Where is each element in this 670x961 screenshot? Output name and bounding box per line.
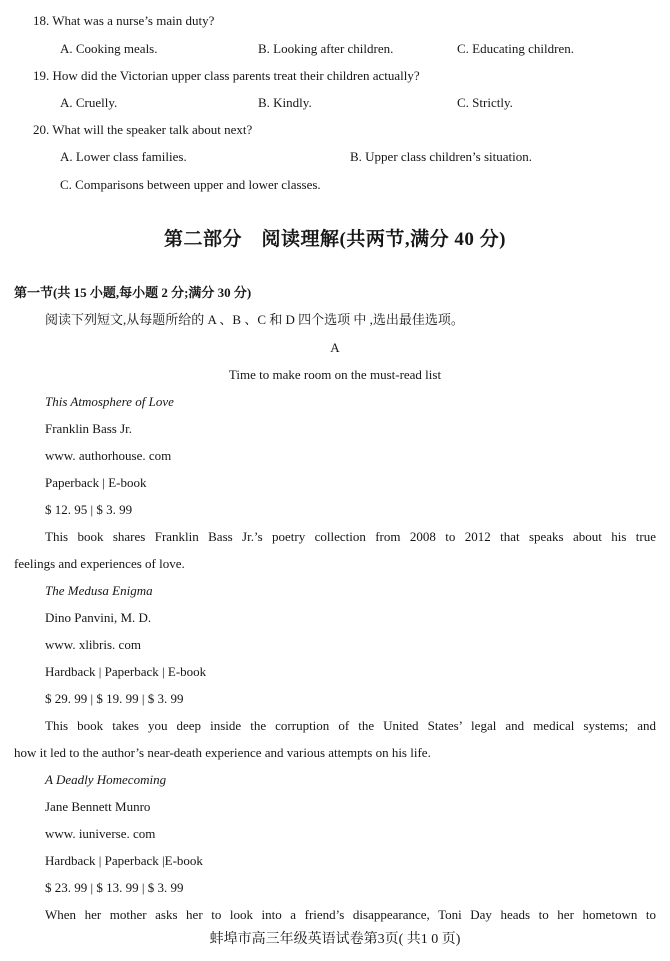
book-3-formats: Hardback | Paperback |E-book (45, 853, 203, 868)
book-3-website: www. iuniverse. com (45, 826, 156, 841)
book-2-prices: $ 29. 99 | $ 19. 99 | $ 3. 99 (45, 691, 184, 706)
question-20-stem: 20. What will the speaker talk about next? (33, 122, 253, 137)
book-2-author: Dino Panvini, M. D. (45, 610, 152, 625)
book-2-description-line1: This book takes you deep inside the corruption of the United States’ legal and medical systems; and (45, 718, 656, 733)
book-1-description-line1: This book shares Franklin Bass Jr.’s poetry collection from 2008 to 2012 that speaks about his true (45, 529, 656, 544)
book-2-website: www. xlibris. com (45, 637, 141, 652)
question-20-option-c: C. Comparisons between upper and lower classes. (60, 177, 321, 192)
question-19-option-a: A. Cruelly. (60, 95, 118, 110)
book-1-title: This Atmosphere of Love (45, 394, 174, 409)
part-title: 第二部分 阅读理解(共两节,满分 40 分) (164, 229, 506, 250)
book-1-formats: Paperback | E-book (45, 475, 147, 490)
question-20-option-b: B. Upper class children’s situation. (350, 149, 532, 164)
passage-title: Time to make room on the must-read list (228, 367, 442, 382)
book-1-prices: $ 12. 95 | $ 3. 99 (45, 502, 133, 517)
book-2-formats: Hardback | Paperback | E-book (45, 664, 207, 679)
section-heading: 第一节(共 15 小题,每小题 2 分;满分 30 分) (14, 285, 252, 300)
question-18-option-b: B. Looking after children. (258, 41, 394, 56)
book-3-description-line1: When her mother asks her to look into a friend’s disappearance, Toni Day heads to her hometown to (45, 907, 656, 922)
question-19-stem: 19. How did the Victorian upper class parents treat their children actually? (33, 68, 420, 83)
section-instruction: 阅读下列短文,从每题所给的 A 、B 、C 和 D 四个选项 中 ,选出最佳选项。 (45, 312, 464, 327)
page-footer: 蚌埠市高三年级英语试卷第3页( 共1 0 页) (209, 932, 461, 947)
question-19-option-b: B. Kindly. (258, 95, 312, 110)
book-1-description-line2: feelings and experiences of love. (14, 556, 185, 571)
book-2-title: The Medusa Enigma (45, 583, 153, 598)
book-1-author: Franklin Bass Jr. (45, 421, 133, 436)
book-1-website: www. authorhouse. com (45, 448, 172, 463)
book-3-prices: $ 23. 99 | $ 13. 99 | $ 3. 99 (45, 880, 184, 895)
question-18-stem: 18. What was a nurse’s main duty? (33, 13, 215, 28)
question-18-option-a: A. Cooking meals. (60, 41, 158, 56)
book-3-title: A Deadly Homecoming (45, 772, 167, 787)
book-3-author: Jane Bennett Munro (45, 799, 151, 814)
question-19-option-c: C. Strictly. (457, 95, 513, 110)
question-20-option-a: A. Lower class families. (60, 149, 187, 164)
question-18-option-c: C. Educating children. (457, 41, 574, 56)
book-2-description-line2: how it led to the author’s near-death experience and various attempts on his life. (14, 745, 431, 760)
passage-letter: A (330, 340, 340, 355)
